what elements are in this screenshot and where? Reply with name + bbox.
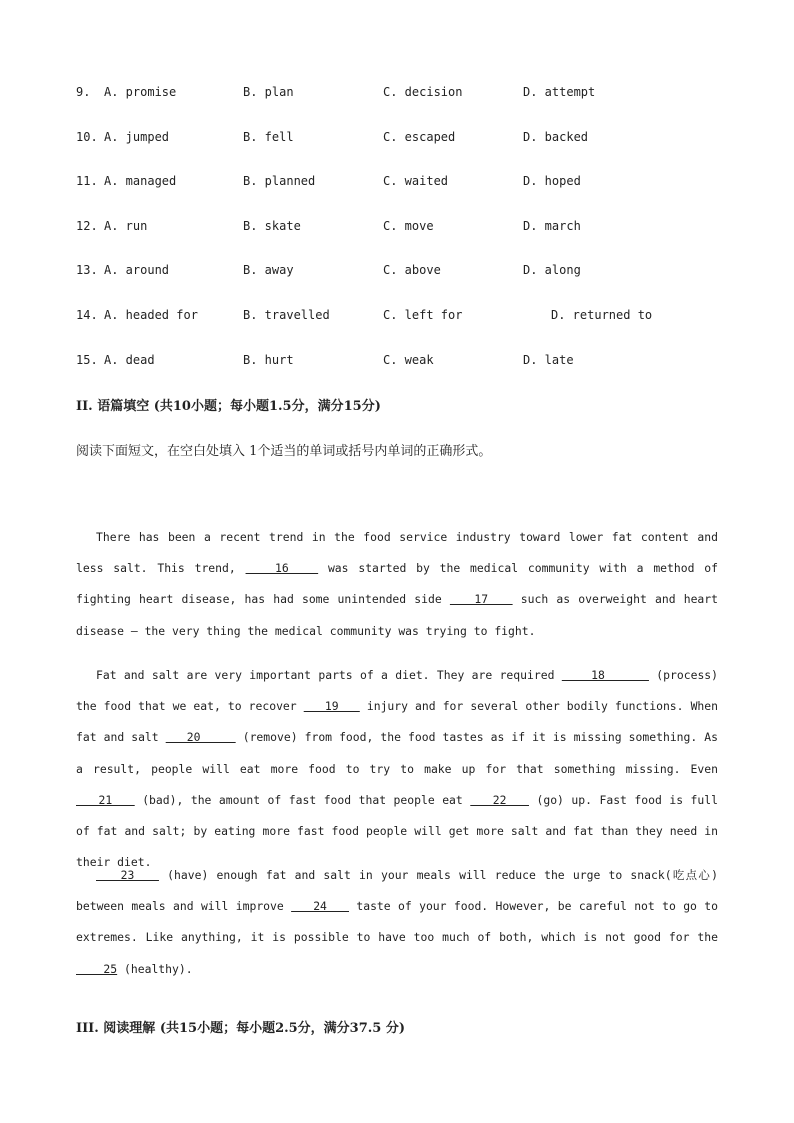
option-b: B. hurt: [243, 353, 294, 367]
option-b: B. planned: [243, 174, 316, 188]
option-d: D. march: [523, 219, 581, 233]
passage-text: (process) the food that we eat, to recover: [76, 668, 719, 714]
passage-text: was started by the medical community with a method of fighting heart disease, has had some unintended side: [76, 561, 718, 607]
option-b: B. travelled: [243, 308, 330, 322]
option-d: D. backed: [523, 130, 589, 144]
passage-paragraph-1: [76, 522, 718, 647]
question-number: 15.: [76, 353, 98, 367]
answer-blank: 21: [76, 792, 135, 807]
option-a: A. dead: [104, 353, 155, 367]
answer-blank: 19: [303, 699, 360, 714]
question-number: 11.: [76, 174, 98, 188]
option-c: C. weak: [383, 353, 434, 367]
option-b: B. plan: [243, 85, 294, 99]
passage-paragraph-3: [76, 860, 718, 985]
passage-text: (go) up. Fast food is full of fat and salt; by eating more fast food people will get more salt and fat than they need in their diet.: [76, 792, 718, 870]
option-c: C. decision: [383, 85, 463, 99]
answer-blank: 17: [449, 592, 513, 607]
option-a: A. jumped: [104, 130, 170, 144]
option-a: A. promise: [104, 85, 177, 99]
answer-blank: 23: [96, 868, 159, 882]
option-d: D. along: [523, 263, 581, 277]
passage-text: (remove) from food, the food tastes as if it is missing something. As a result, people will eat more food to try to make up for that something missing. Even: [76, 730, 718, 776]
section-instruction: 阅读下面短文，在空白处填入 1个适当的单词或括号内单词的正确形式。: [76, 444, 492, 459]
section-title: II. 语篇填空 (共10小题；每小题1.5分，满分15分): [76, 399, 381, 414]
option-d: D. hoped: [523, 174, 581, 188]
answer-blank: 22: [470, 792, 529, 807]
option-a: A. managed: [104, 174, 177, 188]
option-d: D. late: [523, 353, 574, 367]
passage-text: Fat and salt are very important parts of a diet. They are required: [96, 668, 562, 682]
section-title: III. 阅读理解 (共15小题；每小题2.5分，满分37.5 分): [76, 1021, 406, 1036]
passage-text: such as overweight and heart disease — the very thing the medical community was trying to fight.: [76, 592, 719, 638]
option-b: B. fell: [243, 130, 294, 144]
option-c: C. left for: [383, 308, 463, 322]
passage-text: taste of your food. However, be careful not to go to extremes. Like anything, it is possible to have too much of both, which is not good for the: [76, 899, 718, 945]
question-number: 10.: [76, 130, 98, 144]
option-d: D. returned to: [551, 308, 653, 322]
option-d: D. attempt: [523, 85, 596, 99]
question-number: 14.: [76, 308, 98, 322]
passage-text: (have) enough fat and salt in your meals will reduce the urge to snack(吃点心) between meals and will improve: [76, 868, 718, 914]
option-a: A. around: [104, 263, 170, 277]
option-c: C. move: [383, 219, 434, 233]
passage-paragraph-2: [76, 660, 718, 878]
option-c: C. escaped: [383, 130, 456, 144]
passage-text: (healthy).: [117, 961, 193, 976]
passage-text: There has been a recent trend in the food service industry toward lower fat content and less salt. This trend,: [76, 530, 718, 576]
answer-blank: 20: [165, 730, 236, 745]
option-c: C. above: [383, 263, 441, 277]
option-a: A. headed for: [104, 308, 198, 322]
option-a: A. run: [104, 219, 148, 233]
option-c: C. waited: [383, 174, 449, 188]
answer-blank: 16: [245, 561, 319, 576]
answer-blank: 25: [76, 961, 118, 976]
answer-blank: 24: [291, 899, 349, 914]
option-b: B. away: [243, 263, 294, 277]
question-number: 13.: [76, 263, 98, 277]
passage-text: (bad), the amount of fast food that people eat: [134, 792, 471, 807]
option-b: B. skate: [243, 219, 301, 233]
answer-blank: 18: [561, 668, 649, 682]
question-number: 9.: [76, 85, 91, 99]
passage-text: injury and for several other bodily functions. When fat and salt: [76, 699, 719, 745]
question-number: 12.: [76, 219, 98, 233]
